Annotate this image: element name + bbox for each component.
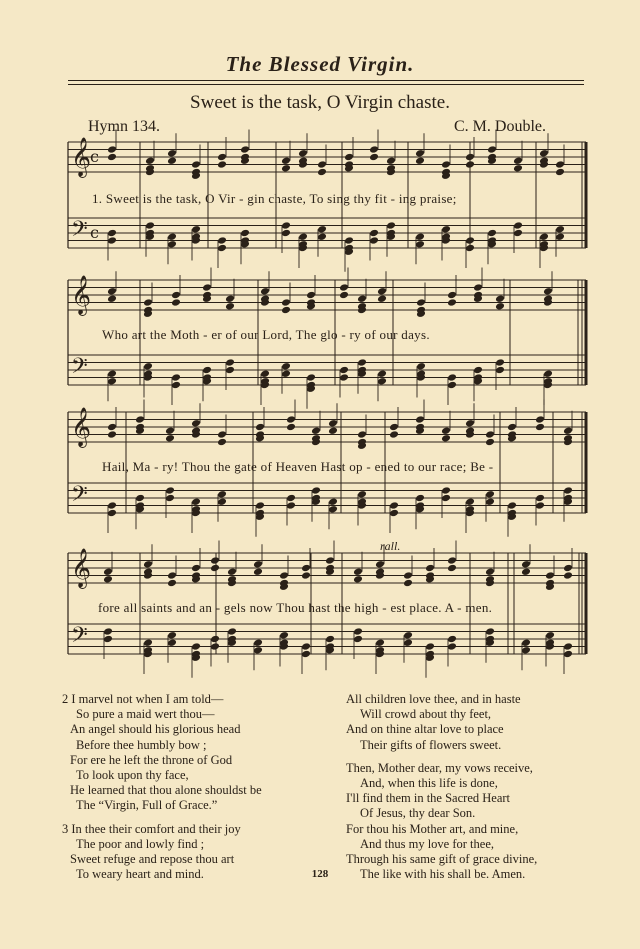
note-head (441, 426, 451, 435)
note-head (447, 564, 457, 573)
note-head (281, 362, 291, 371)
note-head (260, 369, 270, 378)
note-head (107, 294, 117, 303)
note-head (171, 298, 181, 307)
note-head (513, 164, 523, 173)
note-head (107, 430, 117, 439)
note-head (210, 564, 220, 573)
note-head (225, 358, 235, 367)
bass-clef-icon: 𝄢 (71, 623, 88, 653)
note-head (286, 415, 296, 424)
note-head (563, 486, 573, 495)
note-head (298, 232, 308, 241)
note-head (255, 423, 265, 432)
note-head (543, 369, 553, 378)
verse-line: Their gifts of flowers sweet. (360, 737, 502, 752)
note-head (487, 229, 497, 238)
note-head (403, 571, 413, 580)
note-head (217, 430, 227, 439)
note-head (495, 366, 505, 375)
common-time-icon: c (90, 147, 99, 166)
note-head (563, 564, 573, 573)
note-head (165, 434, 175, 443)
note-head (555, 160, 565, 169)
note-head (353, 635, 363, 644)
note-head (217, 497, 227, 506)
note-head (325, 556, 335, 565)
note-head (253, 560, 263, 569)
bass-clef-icon: 𝄢 (71, 217, 88, 247)
note-head (167, 240, 177, 249)
note-head (225, 366, 235, 375)
note-head (225, 294, 235, 303)
verses-right-column (346, 692, 537, 882)
note-head (473, 283, 483, 292)
note-head (171, 291, 181, 300)
note-head (217, 153, 227, 162)
note-head (441, 494, 451, 503)
note-head (389, 501, 399, 510)
note-head (386, 156, 396, 165)
note-head (369, 236, 379, 245)
note-head (425, 642, 435, 651)
note-head (281, 229, 291, 238)
note-head (165, 494, 175, 503)
note-head (240, 229, 250, 238)
note-head (191, 160, 201, 169)
note-head (143, 638, 153, 647)
note-head (311, 426, 321, 435)
note-head (217, 438, 227, 447)
note-head (465, 419, 475, 428)
note-head (225, 302, 235, 311)
note-head (485, 497, 495, 506)
note-head (217, 236, 227, 245)
note-head (167, 571, 177, 580)
note-head (357, 430, 367, 439)
note-head (353, 575, 363, 584)
note-head (485, 567, 495, 576)
note-head (357, 294, 367, 303)
section-title: The Blessed Virgin. (225, 52, 415, 76)
note-head (487, 145, 497, 154)
note-head (535, 415, 545, 424)
note-head (339, 366, 349, 375)
note-head (240, 145, 250, 154)
note-head (317, 168, 327, 177)
note-head (563, 642, 573, 651)
verse-line: And thus my love for thee, (360, 836, 495, 851)
note-head (495, 294, 505, 303)
verse-line: The like with his shall be. Amen. (360, 867, 526, 882)
verse-line: The “Virgin, Full of Grace.” (76, 798, 218, 813)
note-head (513, 229, 523, 238)
note-head (107, 509, 117, 518)
verse-line: An angel should his glorious head (70, 722, 241, 737)
verse-line: He learned that thou alone shouldst be (70, 783, 262, 798)
verse-line: The poor and lowly find ; (76, 836, 205, 851)
note-head (563, 426, 573, 435)
note-head (171, 381, 181, 390)
note-head (545, 571, 555, 580)
note-head (521, 646, 531, 655)
treble-clef-icon: 𝄞 (71, 275, 92, 315)
note-head (403, 638, 413, 647)
note-head (167, 149, 177, 158)
note-head (369, 229, 379, 238)
note-head (325, 635, 335, 644)
note-head (485, 627, 495, 636)
note-head (507, 501, 517, 510)
note-head (485, 490, 495, 499)
note-head (281, 298, 291, 307)
note-head (415, 149, 425, 158)
note-head (191, 225, 201, 234)
note-head (521, 560, 531, 569)
verse-line: Before thee humbly bow ; (76, 737, 207, 752)
note-head (447, 291, 457, 300)
note-head (317, 232, 327, 241)
note-head (281, 306, 291, 315)
note-head (507, 423, 517, 432)
note-head (369, 153, 379, 162)
note-head (210, 556, 220, 565)
note-head (447, 381, 457, 390)
note-head (191, 564, 201, 573)
note-head (339, 283, 349, 292)
note-head (253, 567, 263, 576)
note-head (279, 571, 289, 580)
note-head (298, 149, 308, 158)
note-head (357, 358, 367, 367)
note-head (167, 638, 177, 647)
note-head (328, 497, 338, 506)
note-head (389, 430, 399, 439)
note-head (441, 486, 451, 495)
note-head (555, 168, 565, 177)
note-head (165, 426, 175, 435)
note-head (353, 567, 363, 576)
note-head (535, 501, 545, 510)
note-head (301, 650, 311, 659)
note-head (143, 560, 153, 569)
note-head (543, 287, 553, 296)
note-head (171, 373, 181, 382)
note-head (227, 627, 237, 636)
note-head (389, 423, 399, 432)
note-head (375, 560, 385, 569)
note-head (306, 373, 316, 382)
note-head (107, 287, 117, 296)
tempo-mark: rall. (380, 539, 401, 553)
note-head (386, 221, 396, 230)
note-head (485, 430, 495, 439)
note-head (167, 232, 177, 241)
lyric-line-4: fore all saints and an - gels now Thou hast the high - est place. A - men. (98, 600, 493, 615)
note-head (301, 571, 311, 580)
treble-clef-icon: 𝄞 (71, 407, 92, 447)
note-head (191, 419, 201, 428)
hymn-title: Sweet is the task, O Virgin chaste. (190, 92, 450, 113)
note-head (281, 156, 291, 165)
hymn-number: Hymn 134. (88, 118, 160, 135)
verses-left-column (62, 692, 262, 882)
note-head (301, 642, 311, 651)
note-head (227, 567, 237, 576)
note-head (357, 490, 367, 499)
note-head (328, 505, 338, 514)
note-head (415, 415, 425, 424)
note-head (202, 283, 212, 292)
note-head (344, 153, 354, 162)
note-head (253, 638, 263, 647)
note-head (253, 646, 263, 655)
note-head (191, 497, 201, 506)
note-head (447, 642, 457, 651)
note-head (306, 291, 316, 300)
note-head (353, 627, 363, 636)
note-head (328, 426, 338, 435)
verse-line: Of Jesus, thy dear Son. (360, 806, 476, 821)
note-head (465, 160, 475, 169)
note-head (403, 631, 413, 640)
note-head (107, 369, 117, 378)
note-head (369, 145, 379, 154)
note-head (328, 419, 338, 428)
note-head (545, 631, 555, 640)
note-head (465, 153, 475, 162)
note-head (145, 156, 155, 165)
note-head (286, 501, 296, 510)
note-head (513, 221, 523, 230)
lyric-line-3: Hail, Ma - ry! Thou the gate of Heaven Hast op - ened to our race; Be - (102, 459, 494, 474)
bass-clef-icon: 𝄢 (71, 354, 88, 384)
note-head (415, 232, 425, 241)
note-head (465, 244, 475, 253)
note-head (103, 567, 113, 576)
verse-line: Sweet refuge and repose thou art (70, 852, 235, 867)
verse-line: All children love thee, and in haste (346, 692, 521, 706)
note-head (103, 635, 113, 644)
note-head (563, 650, 573, 659)
note-head (539, 149, 549, 158)
note-head (389, 509, 399, 518)
verse-line: 2 I marvel not when I am told— (62, 692, 224, 706)
note-head (260, 287, 270, 296)
note-head (167, 156, 177, 165)
note-head (107, 377, 117, 386)
note-head (339, 291, 349, 300)
note-head (415, 494, 425, 503)
note-head (539, 232, 549, 241)
verse-line: To weary heart and mind. (76, 867, 204, 882)
note-head (555, 232, 565, 241)
note-head (143, 362, 153, 371)
verse-line: For ere he left the throne of God (70, 752, 233, 767)
note-head (415, 156, 425, 165)
note-head (107, 153, 117, 162)
note-head (447, 635, 457, 644)
note-head (535, 423, 545, 432)
note-head (447, 373, 457, 382)
note-head (521, 638, 531, 647)
verse-line: For thou his Mother art, and mine, (346, 821, 519, 836)
verse-line: I'll find them in the Sacred Heart (346, 791, 511, 806)
note-head (135, 415, 145, 424)
note-head (416, 362, 426, 371)
note-head (167, 631, 177, 640)
page-number: 128 (311, 868, 329, 880)
note-head (403, 579, 413, 588)
note-head (339, 373, 349, 382)
bass-clef-icon: 𝄢 (71, 482, 88, 512)
note-head (465, 236, 475, 245)
note-head (210, 635, 220, 644)
note-head (495, 358, 505, 367)
note-head (286, 423, 296, 432)
note-head (441, 225, 451, 234)
note-head (344, 236, 354, 245)
verse-line: And on thine altar love to place (346, 722, 504, 737)
verse-line: Then, Mother dear, my vows receive, (346, 760, 533, 775)
note-head (191, 642, 201, 651)
verse-line: Will crowd about thy feet, (360, 707, 492, 722)
note-head (377, 369, 387, 378)
note-head (555, 225, 565, 234)
note-head (281, 164, 291, 173)
note-head (485, 438, 495, 447)
hymn-meter: C. M. Double. (454, 118, 546, 135)
note-head (143, 298, 153, 307)
note-head (441, 160, 451, 169)
note-head (416, 298, 426, 307)
note-head (535, 494, 545, 503)
note-head (447, 556, 457, 565)
treble-clef-icon: 𝄞 (71, 548, 92, 588)
note-head (281, 369, 291, 378)
verse-line: Through his same gift of grace divine, (346, 852, 538, 867)
note-head (217, 244, 227, 253)
note-head (495, 302, 505, 311)
note-head (107, 229, 117, 238)
note-head (210, 642, 220, 651)
treble-clef-icon: 𝄞 (71, 137, 92, 177)
note-head (103, 627, 113, 636)
note-head (563, 571, 573, 580)
note-head (377, 377, 387, 386)
verse-line: To look upon thy face, (76, 768, 189, 783)
note-head (311, 486, 321, 495)
note-head (281, 221, 291, 230)
note-head (377, 294, 387, 303)
note-head (513, 156, 523, 165)
note-head (217, 160, 227, 169)
note-head (217, 490, 227, 499)
note-head (441, 434, 451, 443)
note-head (255, 501, 265, 510)
note-head (377, 287, 387, 296)
verse-line: 3 In thee their comfort and their joy (62, 821, 241, 836)
note-head (279, 631, 289, 640)
note-head (107, 236, 117, 245)
note-head (165, 486, 175, 495)
note-head (202, 366, 212, 375)
lyric-line-1: 1. Sweet is the task, O Vir - gin chaste, To sing thy fit - ing praise; (92, 191, 457, 206)
verse-line: So pure a maid wert thou— (76, 707, 215, 722)
note-head (103, 575, 113, 584)
note-head (473, 366, 483, 375)
note-head (107, 501, 117, 510)
note-head (425, 564, 435, 573)
verse-line: And, when this life is done, (360, 776, 498, 791)
note-head (107, 145, 117, 154)
note-head (415, 240, 425, 249)
note-head (135, 494, 145, 503)
note-head (286, 494, 296, 503)
note-head (375, 638, 385, 647)
common-time-icon: c (90, 223, 99, 242)
note-head (145, 221, 155, 230)
note-head (447, 298, 457, 307)
note-head (301, 564, 311, 573)
note-head (465, 497, 475, 506)
note-head (107, 423, 117, 432)
note-head (317, 225, 327, 234)
lyric-line-2: Who art the Moth - er of our Lord, The glo - ry of our days. (102, 327, 430, 342)
note-head (167, 579, 177, 588)
note-head (317, 160, 327, 169)
note-head (521, 567, 531, 576)
